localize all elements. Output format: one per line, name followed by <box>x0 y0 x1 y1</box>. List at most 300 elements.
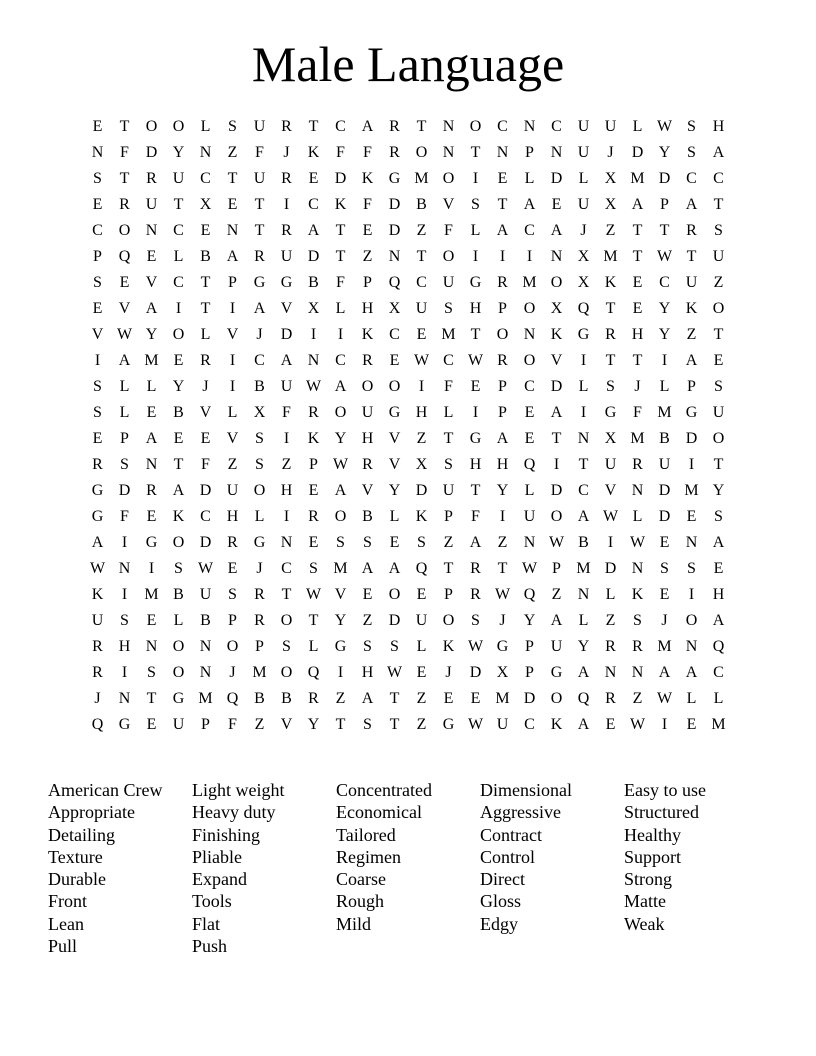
grid-letter: R <box>227 534 238 551</box>
grid-letter: R <box>497 274 508 291</box>
grid-letter: I <box>418 378 425 395</box>
grid-row <box>84 166 732 192</box>
word-list-item: Heavy duty <box>192 802 276 823</box>
grid-letter: B <box>254 378 265 395</box>
grid-letter: S <box>309 560 318 577</box>
grid-letter: H <box>361 664 374 681</box>
grid-letter: N <box>226 222 239 239</box>
grid-letter: P <box>525 664 534 681</box>
grid-letter: J <box>256 326 263 343</box>
grid-letter: I <box>283 430 290 447</box>
grid-letter: T <box>551 430 562 447</box>
word-list-item: Structured <box>624 802 699 823</box>
grid-letter: B <box>200 612 211 629</box>
grid-letter: T <box>308 118 319 135</box>
grid-letter: J <box>256 560 263 577</box>
grid-letter: Q <box>523 456 536 473</box>
grid-letter: U <box>577 196 590 213</box>
grid-row <box>84 660 732 686</box>
grid-letter: B <box>281 690 292 707</box>
grid-letter: F <box>228 716 237 733</box>
grid-letter: E <box>632 300 643 317</box>
grid-letter: G <box>280 274 293 291</box>
grid-letter: C <box>524 378 535 395</box>
grid-letter: B <box>308 274 319 291</box>
grid-letter: N <box>442 118 455 135</box>
grid-letter: D <box>523 690 536 707</box>
word-list-item: Economical <box>336 802 422 823</box>
grid-letter: K <box>307 144 320 161</box>
grid-letter: Y <box>577 638 590 655</box>
grid-letter: D <box>685 430 698 447</box>
grid-letter: L <box>227 404 238 421</box>
grid-letter: E <box>659 534 670 551</box>
grid-letter: I <box>337 326 344 343</box>
grid-letter: T <box>254 222 265 239</box>
grid-letter: B <box>416 196 427 213</box>
grid-letter: N <box>388 248 401 265</box>
grid-row <box>84 348 732 374</box>
grid-letter: H <box>280 482 293 499</box>
grid-letter: N <box>550 144 563 161</box>
grid-letter: A <box>469 534 482 551</box>
grid-letter: D <box>658 508 671 525</box>
grid-letter: V <box>604 482 617 499</box>
grid-letter: B <box>173 404 184 421</box>
grid-letter: E <box>173 430 184 447</box>
grid-letter: I <box>121 586 128 603</box>
grid-letter: R <box>308 690 319 707</box>
grid-letter: A <box>712 612 725 629</box>
grid-letter: Q <box>118 248 131 265</box>
grid-letter: A <box>334 378 347 395</box>
grid-letter: V <box>145 274 158 291</box>
grid-letter: R <box>470 560 481 577</box>
grid-letter: S <box>93 378 102 395</box>
grid-letter: S <box>120 612 129 629</box>
grid-letter: X <box>253 404 266 421</box>
word-list-item: Easy to use <box>624 780 706 800</box>
grid-letter: S <box>606 378 615 395</box>
grid-letter: T <box>605 352 616 369</box>
grid-letter: V <box>91 326 104 343</box>
grid-letter: Z <box>227 144 238 161</box>
grid-letter: J <box>580 222 587 239</box>
grid-letter: P <box>498 300 507 317</box>
grid-letter: U <box>172 716 185 733</box>
grid-letter: G <box>253 534 266 551</box>
grid-letter: X <box>496 664 509 681</box>
grid-letter: G <box>469 430 482 447</box>
grid-letter: U <box>253 170 266 187</box>
grid-letter: I <box>175 300 182 317</box>
grid-letter: K <box>91 586 104 603</box>
grid-letter: N <box>145 222 158 239</box>
grid-letter: S <box>714 508 723 525</box>
grid-letter: N <box>442 144 455 161</box>
grid-letter: Z <box>281 456 292 473</box>
grid-letter: A <box>550 222 563 239</box>
grid-letter: O <box>172 118 185 135</box>
grid-letter: E <box>686 508 697 525</box>
grid-letter: G <box>334 638 347 655</box>
grid-letter: N <box>577 430 590 447</box>
grid-letter: S <box>633 612 642 629</box>
grid-letter: L <box>713 690 724 707</box>
word-list-item: Front <box>48 891 88 912</box>
word-list-item: Lean <box>48 913 84 934</box>
grid-letter: C <box>200 170 211 187</box>
grid-letter: T <box>146 690 157 707</box>
grid-letter: S <box>687 118 696 135</box>
grid-letter: G <box>172 690 185 707</box>
grid-letter: J <box>94 690 101 707</box>
grid-letter: O <box>550 274 563 291</box>
grid-row <box>84 400 732 426</box>
grid-letter: M <box>144 352 159 369</box>
grid-letter: Q <box>577 690 590 707</box>
grid-letter: S <box>363 638 372 655</box>
grid-letter: F <box>336 274 345 291</box>
grid-letter: X <box>388 300 401 317</box>
grid-letter: L <box>173 248 184 265</box>
grid-letter: N <box>631 482 644 499</box>
grid-letter: G <box>91 482 104 499</box>
grid-letter: S <box>687 144 696 161</box>
grid-letter: O <box>280 664 293 681</box>
grid-letter: V <box>199 404 212 421</box>
grid-letter: S <box>444 456 453 473</box>
grid-letter: I <box>310 326 317 343</box>
grid-letter: P <box>687 378 696 395</box>
grid-letter: U <box>442 482 455 499</box>
grid-letter: E <box>659 586 670 603</box>
grid-letter: M <box>603 248 618 265</box>
grid-letter: J <box>202 378 209 395</box>
grid-letter: Y <box>712 482 725 499</box>
word-list-item: American Crew <box>48 780 163 800</box>
grid-letter: N <box>199 664 212 681</box>
grid-letter: D <box>415 482 428 499</box>
grid-letter: U <box>604 456 617 473</box>
grid-letter: T <box>173 196 184 213</box>
grid-letter: F <box>363 196 372 213</box>
grid-letter: D <box>334 170 347 187</box>
grid-letter: I <box>580 404 587 421</box>
grid-letter: B <box>578 534 589 551</box>
grid-letter: O <box>334 404 347 421</box>
grid-letter: Z <box>416 690 427 707</box>
grid-letter: J <box>634 378 641 395</box>
grid-letter: T <box>443 430 454 447</box>
grid-letter: O <box>145 118 158 135</box>
grid-letter: B <box>659 430 670 447</box>
grid-letter: E <box>146 404 157 421</box>
grid-letter: O <box>172 326 185 343</box>
grid-letter: E <box>632 274 643 291</box>
grid-letter: E <box>92 430 103 447</box>
grid-letter: Z <box>416 222 427 239</box>
grid-letter: C <box>389 326 400 343</box>
grid-letter: U <box>280 378 293 395</box>
grid-letter: S <box>255 456 264 473</box>
grid-letter: Y <box>145 326 158 343</box>
grid-letter: D <box>658 482 671 499</box>
grid-letter: C <box>524 222 535 239</box>
grid-letter: P <box>228 274 237 291</box>
grid-letter: A <box>685 196 698 213</box>
grid-letter: W <box>386 664 403 681</box>
grid-letter: N <box>523 326 536 343</box>
grid-letter: G <box>577 326 590 343</box>
grid-letter: W <box>467 352 484 369</box>
grid-letter: P <box>498 378 507 395</box>
grid-letter: A <box>685 664 698 681</box>
grid-letter: P <box>120 430 129 447</box>
grid-letter: C <box>335 352 346 369</box>
grid-letter: K <box>307 430 320 447</box>
grid-row <box>84 322 732 348</box>
grid-letter: R <box>632 456 643 473</box>
grid-letter: Z <box>362 612 373 629</box>
grid-letter: U <box>685 274 698 291</box>
grid-letter: J <box>499 612 506 629</box>
grid-letter: W <box>494 586 511 603</box>
grid-letter: O <box>388 378 401 395</box>
grid-letter: G <box>253 274 266 291</box>
grid-letter: B <box>254 690 265 707</box>
grid-letter: A <box>550 612 563 629</box>
grid-letter: U <box>280 248 293 265</box>
grid-row <box>84 452 732 478</box>
word-list-item: Tools <box>192 891 232 912</box>
grid-letter: U <box>172 170 185 187</box>
grid-letter: A <box>361 560 374 577</box>
grid-letter: U <box>415 300 428 317</box>
grid-letter: J <box>661 612 668 629</box>
grid-letter: R <box>146 482 157 499</box>
grid-letter: T <box>713 196 724 213</box>
grid-letter: E <box>308 170 319 187</box>
word-list-item: Rough <box>336 891 385 912</box>
grid-letter: D <box>280 326 293 343</box>
grid-letter: R <box>281 222 292 239</box>
grid-letter: U <box>712 404 725 421</box>
grid-letter: H <box>118 638 131 655</box>
grid-letter: O <box>415 144 428 161</box>
grid-letter: Y <box>172 144 185 161</box>
grid-letter: V <box>388 430 401 447</box>
grid-letter: A <box>145 300 158 317</box>
grid-letter: D <box>388 612 401 629</box>
grid-letter: O <box>226 638 239 655</box>
grid-letter: Y <box>658 326 671 343</box>
grid-letter: F <box>363 144 372 161</box>
grid-letter: X <box>577 274 590 291</box>
grid-letter: W <box>656 690 673 707</box>
word-list-item: Detailing <box>48 824 115 845</box>
grid-letter: Q <box>226 690 239 707</box>
grid-letter: C <box>254 352 265 369</box>
word-column <box>48 779 192 957</box>
grid-letter: X <box>604 196 617 213</box>
grid-letter: M <box>333 560 348 577</box>
grid-letter: T <box>173 456 184 473</box>
grid-letter: O <box>523 300 536 317</box>
grid-letter: S <box>255 430 264 447</box>
grid-letter: Y <box>334 612 347 629</box>
grid-row <box>84 478 732 504</box>
grid-letter: I <box>337 664 344 681</box>
grid-letter: S <box>714 378 723 395</box>
grid-letter: E <box>362 586 373 603</box>
grid-letter: R <box>632 638 643 655</box>
grid-letter: U <box>604 118 617 135</box>
grid-letter: R <box>254 586 265 603</box>
grid-letter: E <box>389 534 400 551</box>
grid-row <box>84 634 732 660</box>
grid-letter: M <box>414 170 429 187</box>
grid-letter: D <box>469 664 482 681</box>
grid-letter: N <box>145 456 158 473</box>
grid-letter: T <box>335 248 346 265</box>
grid-letter: W <box>548 534 565 551</box>
grid-letter: R <box>686 222 697 239</box>
grid-letter: R <box>605 638 616 655</box>
grid-row <box>84 296 732 322</box>
grid-letter: E <box>92 118 103 135</box>
grid-letter: S <box>336 534 345 551</box>
grid-letter: F <box>255 144 264 161</box>
grid-letter: E <box>146 248 157 265</box>
grid-letter: N <box>307 352 320 369</box>
grid-letter: I <box>688 456 695 473</box>
grid-letter: L <box>146 378 157 395</box>
grid-letter: I <box>229 352 236 369</box>
grid-letter: N <box>631 560 644 577</box>
grid-letter: I <box>229 378 236 395</box>
grid-letter: E <box>92 300 103 317</box>
grid-letter: S <box>228 586 237 603</box>
grid-letter: D <box>550 170 563 187</box>
grid-letter: I <box>472 404 479 421</box>
grid-letter: Z <box>551 586 562 603</box>
grid-letter: I <box>283 196 290 213</box>
grid-letter: G <box>496 638 509 655</box>
grid-letter: V <box>226 430 239 447</box>
grid-letter: W <box>116 326 133 343</box>
grid-letter: I <box>688 586 695 603</box>
grid-letter: N <box>523 534 536 551</box>
grid-letter: P <box>444 586 453 603</box>
grid-letter: E <box>308 482 319 499</box>
grid-letter: L <box>335 300 346 317</box>
grid-letter: O <box>550 508 563 525</box>
grid-letter: V <box>388 456 401 473</box>
grid-letter: R <box>92 638 103 655</box>
grid-letter: T <box>227 170 238 187</box>
grid-letter: E <box>713 352 724 369</box>
grid-letter: L <box>578 612 589 629</box>
grid-letter: T <box>416 118 427 135</box>
word-list-item: Coarse <box>336 869 386 890</box>
grid-letter: O <box>469 118 482 135</box>
word-column <box>192 779 336 957</box>
grid-letter: D <box>631 144 644 161</box>
grid-letter: F <box>444 222 453 239</box>
grid-letter: Q <box>523 586 536 603</box>
grid-letter: T <box>497 196 508 213</box>
grid-letter: S <box>444 300 453 317</box>
grid-letter: K <box>550 326 563 343</box>
grid-letter: R <box>362 456 373 473</box>
grid-letter: M <box>657 404 672 421</box>
grid-letter: F <box>120 144 129 161</box>
grid-letter: T <box>200 300 211 317</box>
grid-letter: E <box>713 560 724 577</box>
grid-letter: E <box>416 586 427 603</box>
grid-letter: L <box>416 638 427 655</box>
grid-letter: M <box>144 586 159 603</box>
word-list-item: Dimensional <box>480 780 572 800</box>
grid-letter: M <box>198 690 213 707</box>
grid-letter: A <box>577 664 590 681</box>
grid-letter: D <box>388 222 401 239</box>
grid-letter: C <box>578 482 589 499</box>
grid-letter: R <box>308 508 319 525</box>
grid-row <box>84 556 732 582</box>
word-list-item: Push <box>192 936 228 957</box>
word-list-item: Strong <box>624 869 673 890</box>
grid-letter: C <box>659 274 670 291</box>
grid-letter: Z <box>497 534 508 551</box>
grid-letter: T <box>470 482 481 499</box>
word-list-item: Pull <box>48 936 78 957</box>
grid-letter: Z <box>254 716 265 733</box>
grid-letter: O <box>361 378 374 395</box>
grid-letter: D <box>604 560 617 577</box>
grid-letter: Q <box>577 300 590 317</box>
grid-letter: F <box>336 144 345 161</box>
grid-letter: D <box>550 378 563 395</box>
grid-letter: L <box>686 690 697 707</box>
grid-letter: L <box>173 612 184 629</box>
grid-row <box>84 582 732 608</box>
grid-letter: E <box>227 196 238 213</box>
grid-letter: T <box>713 456 724 473</box>
grid-letter: K <box>172 508 185 525</box>
grid-letter: C <box>713 664 724 681</box>
grid-letter: A <box>496 430 509 447</box>
grid-letter: R <box>308 404 319 421</box>
grid-letter: L <box>200 118 211 135</box>
grid-letter: U <box>91 612 104 629</box>
grid-letter: Y <box>388 482 401 499</box>
grid-letter: D <box>388 196 401 213</box>
grid-letter: T <box>200 274 211 291</box>
word-list-item: Durable <box>48 869 106 890</box>
grid-letter: M <box>522 274 537 291</box>
grid-letter: V <box>280 716 293 733</box>
grid-letter: L <box>389 508 400 525</box>
grid-letter: Z <box>632 690 643 707</box>
grid-letter: Z <box>443 534 454 551</box>
grid-letter: O <box>118 222 131 239</box>
grid-letter: M <box>495 690 510 707</box>
grid-letter: L <box>524 482 535 499</box>
grid-letter: I <box>472 248 479 265</box>
word-list-item: Edgy <box>480 913 518 934</box>
